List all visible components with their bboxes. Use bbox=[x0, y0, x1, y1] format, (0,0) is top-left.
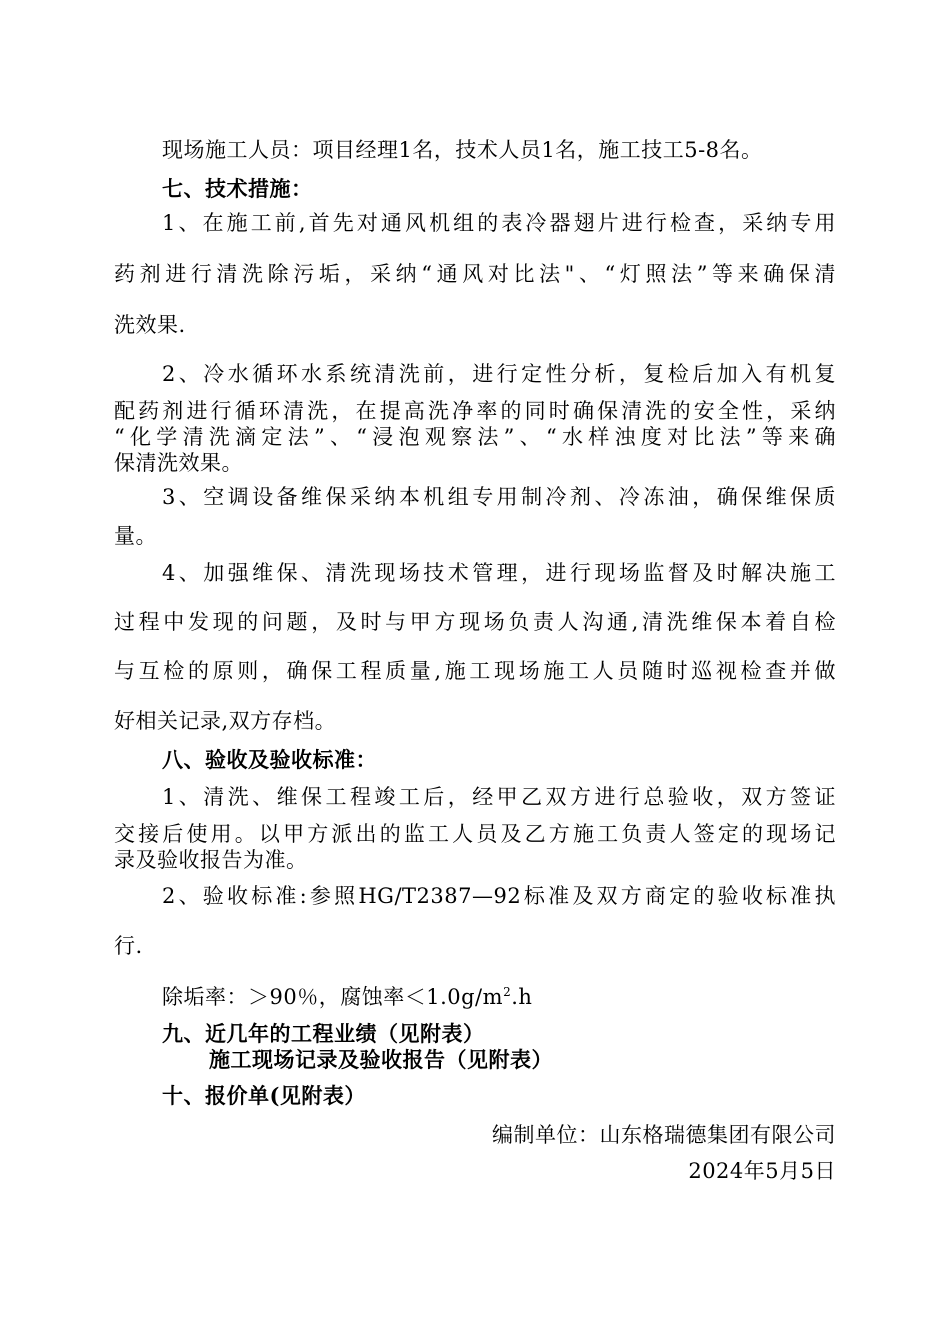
section7-heading: 七、技术措施： bbox=[162, 176, 313, 201]
section7-item4-line4: 好相关记录,双方存档。 bbox=[114, 709, 337, 733]
section7-item2-line3: “化学清洗滴定法”、“浸泡观察法”、“水样浊度对比法”等来确 bbox=[114, 425, 836, 449]
staff-line: 现场施工人员：项目经理1名，技术人员1名，施工技工5-8名。 bbox=[162, 138, 763, 162]
rates-suffix: .h bbox=[511, 985, 533, 1009]
compiling-unit: 编制单位：山东格瑞德集团有限公司 bbox=[492, 1123, 836, 1147]
section8-item1-line1: 1、清洗、维保工程竣工后，经甲乙双方进行总验收，双方签证 bbox=[162, 785, 836, 809]
section8-heading: 八、验收及验收标准： bbox=[162, 747, 377, 772]
section7-item1-line1: 1、在施工前,首先对通风机组的表冷器翅片进行检查，采纳专用 bbox=[162, 211, 836, 235]
section8-item2-line2: 行. bbox=[114, 934, 143, 958]
section7-item2-line2: 配药剂进行循环清洗，在提高洗净率的同时确保清洗的安全性，采纳 bbox=[114, 399, 836, 423]
rates-line bbox=[162, 983, 532, 1011]
section7-item2-line1: 2、冷水循环水系统清洗前，进行定性分析，复检后加入有机复 bbox=[162, 362, 836, 386]
section8-item2-line1: 2、验收标准:参照HG/T2387—92标准及双方商定的验收标准执 bbox=[162, 884, 836, 908]
rates-superscript: 2 bbox=[503, 985, 512, 999]
section7-item4-line1: 4、加强维保、清洗现场技术管理，进行现场监督及时解决施工 bbox=[162, 561, 836, 585]
section7-item2-line4: 保清洗效果。 bbox=[114, 451, 243, 475]
section7-item1-line3: 洗效果. bbox=[114, 313, 186, 337]
section7-item4-line2: 过程中发现的问题，及时与甲方现场负责人沟通,清洗维保本着自检 bbox=[114, 610, 836, 634]
section8-item1-line3: 录及验收报告为准。 bbox=[114, 848, 308, 872]
section10-heading: 十、报价单(见附表） bbox=[162, 1083, 366, 1108]
section9-subheading: 施工现场记录及验收报告（见附表） bbox=[209, 1047, 553, 1072]
section8-item1-line2: 交接后使用。以甲方派出的监工人员及乙方施工负责人签定的现场记 bbox=[114, 822, 836, 846]
section7-item3-line2: 量。 bbox=[114, 524, 157, 548]
section7-item3-line1: 3、空调设备维保采纳本机组专用制冷剂、冷冻油，确保维保质 bbox=[162, 485, 836, 509]
rates-text: 除垢率：＞90％，腐蚀率＜1.0g/m bbox=[162, 985, 504, 1009]
document-date: 2024年5月5日 bbox=[688, 1159, 836, 1183]
section9-heading: 九、近几年的工程业绩（见附表） bbox=[162, 1021, 485, 1046]
section7-item1-line2: 药剂进行清洗除污垢，采纳“通风对比法"、“灯照法”等来确保清 bbox=[114, 262, 836, 286]
section7-item4-line3: 与互检的原则，确保工程质量,施工现场施工人员随时巡视检查并做 bbox=[114, 659, 836, 683]
